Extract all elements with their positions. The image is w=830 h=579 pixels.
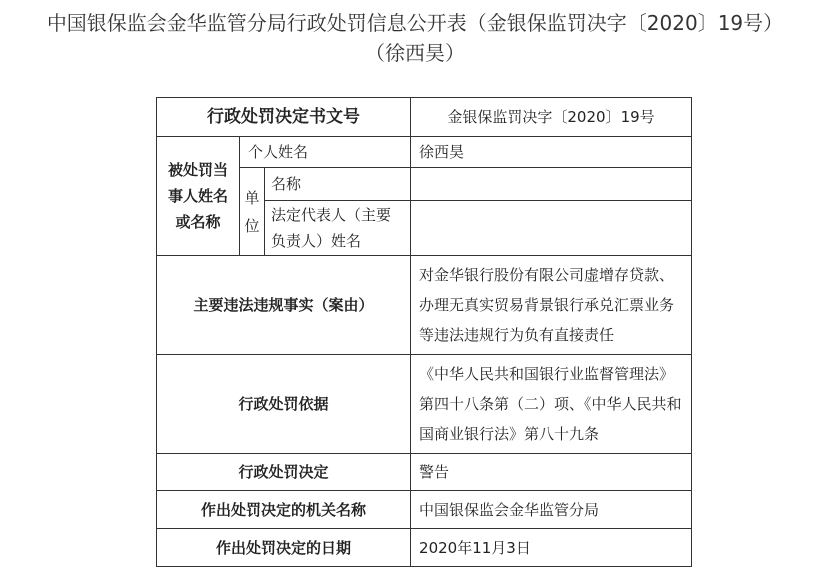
legal-rep-value: [411, 201, 692, 256]
unit-name-label: 名称: [265, 168, 411, 201]
unit-name-value: [411, 168, 692, 201]
basis-label: 行政处罚依据: [157, 355, 411, 454]
decision-value: 警告: [411, 454, 692, 491]
page-title: [0, 8, 830, 68]
facts-value: 对金华银行股份有限公司虚增存贷款、办理无真实贸易背景银行承兑汇票业务等违法违规行为负有直接责任: [411, 256, 692, 355]
basis-value: 《中华人民共和国银行业监督管理法》第四十八条第（二）项、《中华人民共和国商业银行法》第八十九条: [411, 355, 692, 454]
row-authority: [157, 491, 692, 529]
date-label: 作出处罚决定的日期: [157, 529, 411, 567]
doc-no-value: 金银保监罚决字〔2020〕19号: [411, 98, 692, 137]
person-name-label: 个人姓名: [240, 137, 411, 168]
authority-label: 作出处罚决定的机关名称: [157, 491, 411, 529]
row-doc-no: [157, 98, 692, 137]
row-date: [157, 529, 692, 567]
date-value: 2020年11月3日: [411, 529, 692, 567]
title-line-2: （徐西昊）: [365, 41, 465, 65]
row-basis: [157, 355, 692, 454]
decision-label: 行政处罚决定: [157, 454, 411, 491]
party-label: 被处罚当事人姓名或名称: [157, 137, 240, 256]
person-name-value: 徐西昊: [411, 137, 692, 168]
authority-value: 中国银保监会金华监管分局: [411, 491, 692, 529]
row-person-name: [157, 137, 692, 168]
title-line-1: 中国银保监会金华监管分局行政处罚信息公开表（金银保监罚决字〔2020〕19号）: [46, 11, 784, 35]
penalty-info-table: [156, 97, 692, 567]
row-decision: [157, 454, 692, 491]
unit-label: 单位: [240, 168, 265, 256]
facts-label: 主要违法违规事实（案由）: [157, 256, 411, 355]
row-facts: [157, 256, 692, 355]
doc-no-label: 行政处罚决定书文号: [157, 98, 411, 137]
legal-rep-label: 法定代表人（主要负责人）姓名: [265, 201, 411, 256]
